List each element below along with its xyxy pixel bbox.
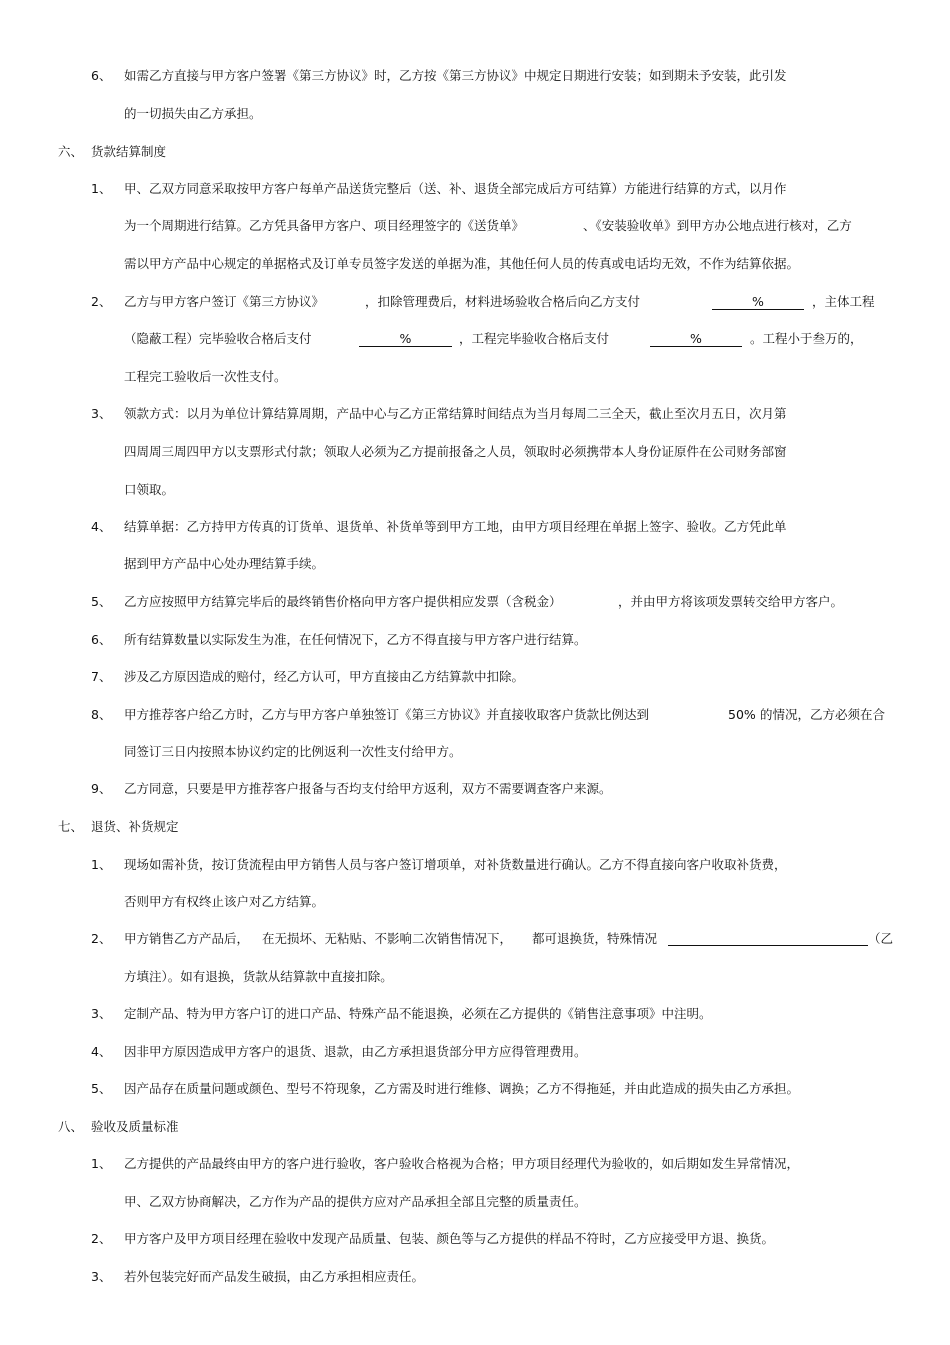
item-number: 2、 xyxy=(91,1231,112,1246)
clause-text: 乙方与甲方客户签订《第三方协议》 xyxy=(124,294,325,309)
clause-text: 工程完工验收后一次性支付。 xyxy=(124,369,287,384)
fill-blank-field: % xyxy=(712,293,804,311)
section-number: 七、 xyxy=(58,819,84,834)
item-number: 6、 xyxy=(91,68,112,83)
clause-text: 口领取。 xyxy=(124,482,175,497)
clause-text: 乙方提供的产品最终由甲方的客户进行验收，客户验收合格视为合格；甲方项目经理代为验收的，如后期如发生异常情况， xyxy=(124,1156,800,1171)
clause-text: 在无损坏、无粘贴、不影响二次销售情况下， xyxy=(262,931,513,946)
clause-text: 为一个周期进行结算。乙方凭具备甲方客户、项目经理签字的《送货单》 xyxy=(124,218,525,233)
clause-text: ，扣除管理费后，材料进场验收合格后向乙方支付 xyxy=(365,294,641,309)
section-title: 货款结算制度 xyxy=(91,144,167,159)
clause-text: 所有结算数量以实际发生为准，在任何情况下，乙方不得直接与甲方客户进行结算。 xyxy=(124,632,587,647)
clause-text: 。工程小于叁万的， xyxy=(750,331,863,346)
clause-text: 、《安装验收单》到甲方办公地点进行核对，乙方 xyxy=(583,218,852,233)
fill-blank-field xyxy=(668,930,868,951)
clause-text: 结算单据：乙方持甲方传真的订货单、退货单、补货单等到甲方工地，由甲方项目经理在单据上签字、验收。乙方凭此单 xyxy=(124,519,787,534)
clause-text: 的一切损失由乙方承担。 xyxy=(124,106,262,121)
clause-text: 甲、乙双方协商解决，乙方作为产品的提供方应对产品承担全部且完整的质量责任。 xyxy=(124,1194,587,1209)
item-number: 5、 xyxy=(91,1081,112,1096)
clause-text: ，主体工程 xyxy=(812,294,875,309)
clause-text: 如需乙方直接与甲方客户签署《第三方协议》时，乙方按《第三方协议》中规定日期进行安装；如到期未予安装，此引发 xyxy=(124,68,787,83)
clause-text: 乙方同意，只要是甲方推荐客户报备与否均支付给甲方返利，双方不需要调查客户来源。 xyxy=(124,781,612,796)
clause-text: ，并由甲方将该项发票转交给甲方客户。 xyxy=(618,594,844,609)
clause-text: 涉及乙方原因造成的赔付，经乙方认可，甲方直接由乙方结算款中扣除。 xyxy=(124,669,525,684)
clause-text: 50% xyxy=(728,707,756,722)
item-number: 6、 xyxy=(91,632,112,647)
item-number: 4、 xyxy=(91,1044,112,1059)
clause-text: 因非甲方原因造成甲方客户的退货、退款，由乙方承担退货部分甲方应得管理费用。 xyxy=(124,1044,587,1059)
clause-text: ，工程完毕验收合格后支付 xyxy=(459,331,610,346)
item-number: 1、 xyxy=(91,181,112,196)
item-number: 5、 xyxy=(91,594,112,609)
clause-text: 需以甲方产品中心规定的单据格式及订单专员签字发送的单据为准，其他任何人员的传真或电话均无效，不作为结算依据。 xyxy=(124,256,800,271)
section-title: 验收及质量标准 xyxy=(91,1119,179,1134)
clause-text: 甲方客户及甲方项目经理在验收中发现产品质量、包装、颜色等与乙方提供的样品不符时，乙方应接受甲方退、换货。 xyxy=(124,1231,775,1246)
section-number: 八、 xyxy=(58,1119,84,1134)
clause-text: 甲方销售乙方产品后， xyxy=(124,931,250,946)
section-number: 六、 xyxy=(58,144,84,159)
clause-text: 定制产品、特为甲方客户订的进口产品、特殊产品不能退换，必须在乙方提供的《销售注意事项》中注明。 xyxy=(124,1006,712,1021)
clause-text: 若外包装完好而产品发生破损，由乙方承担相应责任。 xyxy=(124,1269,425,1284)
item-number: 2、 xyxy=(91,294,112,309)
item-number: 9、 xyxy=(91,781,112,796)
fill-blank-field: % xyxy=(650,330,742,348)
clause-text: （隐蔽工程）完毕验收合格后支付 xyxy=(124,331,312,346)
clause-text: 都可退换货，特殊情况 xyxy=(532,931,658,946)
item-number: 3、 xyxy=(91,1269,112,1284)
section-title: 退货、补货规定 xyxy=(91,819,179,834)
item-number: 2、 xyxy=(91,931,112,946)
clause-text: 方填注）。如有退换，货款从结算款中直接扣除。 xyxy=(124,969,393,984)
item-number: 1、 xyxy=(91,857,112,872)
clause-text: 甲、乙双方同意采取按甲方客户每单产品送货完整后（送、补、退货全部完成后方可结算）方能进行结算的方式，以月作 xyxy=(124,181,787,196)
clause-text: 否则甲方有权终止该户对乙方结算。 xyxy=(124,894,325,909)
item-number: 1、 xyxy=(91,1156,112,1171)
item-number: 4、 xyxy=(91,519,112,534)
clause-text: 的情况，乙方必须在合 xyxy=(760,707,886,722)
clause-text: 乙方应按照甲方结算完毕后的最终销售价格向甲方客户提供相应发票（含税金） xyxy=(124,594,562,609)
item-number: 3、 xyxy=(91,1006,112,1021)
clause-text: 因产品存在质量问题或颜色、型号不符现象，乙方需及时进行维修、调换；乙方不得拖延，并由此造成的损失由乙方承担。 xyxy=(124,1081,800,1096)
item-number: 7、 xyxy=(91,669,112,684)
clause-text: （乙 xyxy=(868,931,894,946)
clause-text: 四周周三周四甲方以支票形式付款；领取人必须为乙方提前报备之人员，领取时必须携带本人身份证原件在公司财务部窗 xyxy=(124,444,787,459)
item-number: 3、 xyxy=(91,406,112,421)
clause-text: 现场如需补货，按订货流程由甲方销售人员与客户签订增项单，对补货数量进行确认。乙方不得直接向客户收取补货费， xyxy=(124,857,787,872)
fill-blank-field: % xyxy=(359,330,452,348)
clause-text: 领款方式：以月为单位计算结算周期，产品中心与乙方正常结算时间结点为当月每周二三全天，截止至次月五日，次月第 xyxy=(124,406,787,421)
clause-text: 同签订三日内按照本协议约定的比例返利一次性支付给甲方。 xyxy=(124,744,462,759)
clause-text: 甲方推荐客户给乙方时，乙方与甲方客户单独签订《第三方协议》并直接收取客户货款比例达到 xyxy=(124,707,650,722)
item-number: 8、 xyxy=(91,707,112,722)
clause-text: 据到甲方产品中心处办理结算手续。 xyxy=(124,556,325,571)
